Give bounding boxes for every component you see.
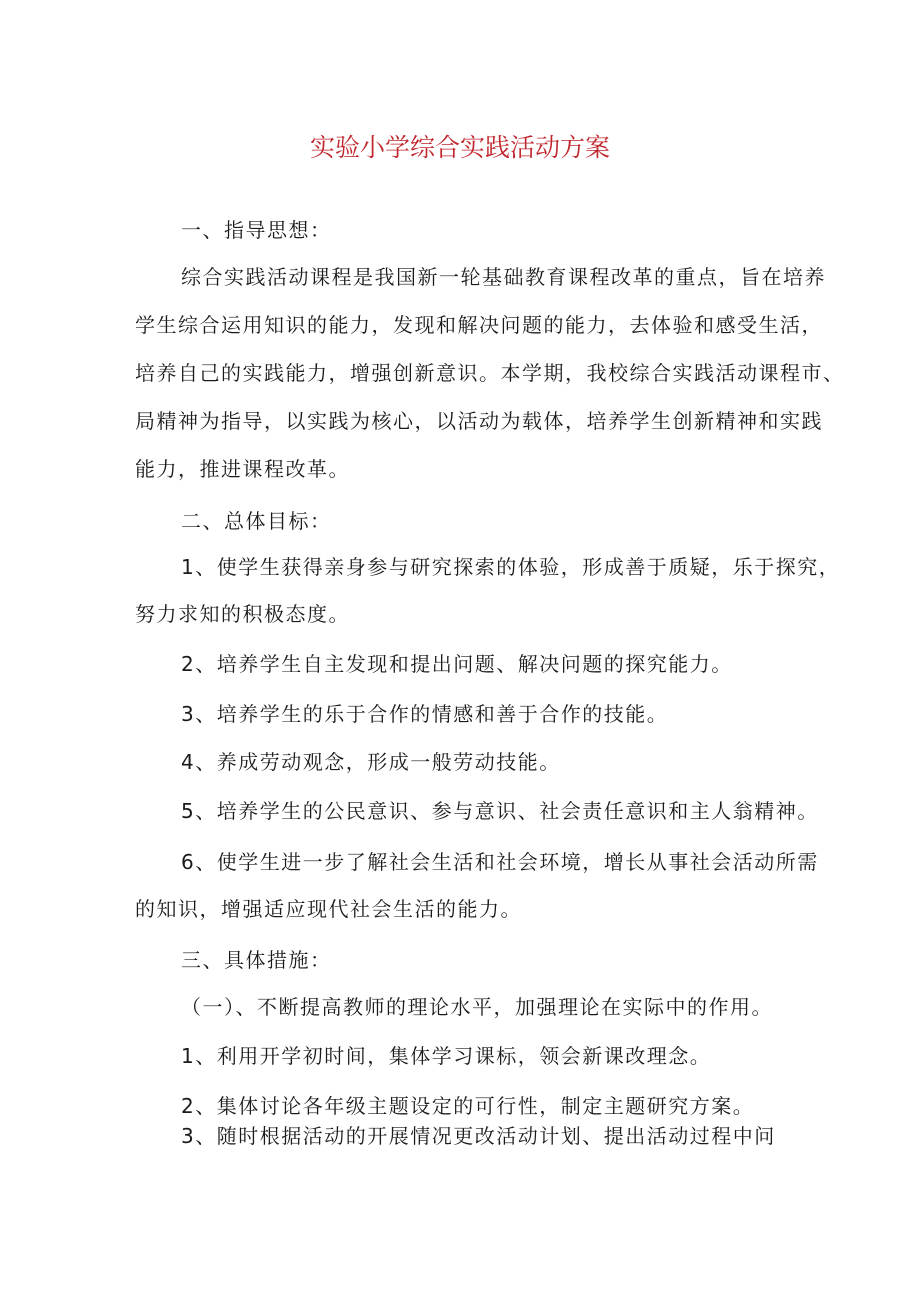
paragraph-line: 培养自己的实践能力，增强创新意识。本学期，我校综合实践活动课程市、 bbox=[135, 361, 845, 385]
measure-item: 3、随时根据活动的开展情况更改活动计划、提出活动过程中问 bbox=[181, 1124, 776, 1148]
section-heading-specific-measures: 三、具体措施： bbox=[181, 948, 332, 972]
goal-item: 4、养成劳动观念，形成一般劳动技能。 bbox=[181, 750, 561, 774]
paragraph-line: 能力，推进课程改革。 bbox=[135, 457, 350, 481]
goal-item: 5、培养学生的公民意识、参与意识、社会责任意识和主人翁精神。 bbox=[181, 799, 819, 823]
paragraph-line: 综合实践活动课程是我国新一轮基础教育课程改革的重点，旨在培养 bbox=[181, 265, 826, 289]
goal-item: 2、培养学生自主发现和提出问题、解决问题的探究能力。 bbox=[181, 652, 733, 676]
goal-item: 6、使学生进一步了解社会生活和社会环境，增长从事社会活动所需 bbox=[181, 850, 819, 874]
section-heading-guiding-ideology: 一、指导思想： bbox=[181, 218, 332, 242]
measure-item: 2、集体讨论各年级主题设定的可行性，制定主题研究方案。 bbox=[181, 1094, 755, 1118]
goal-item: 1、使学生获得亲身参与研究探索的体验，形成善于质疑，乐于探究， bbox=[181, 555, 841, 579]
measure-item: 1、利用开学初时间，集体学习课标，领会新课改理念。 bbox=[181, 1044, 712, 1068]
goal-item-continuation: 的知识，增强适应现代社会生活的能力。 bbox=[135, 897, 522, 921]
goal-item-continuation: 努力求知的积极态度。 bbox=[135, 602, 350, 626]
paragraph-line: 局精神为指导，以实践为核心，以活动为载体，培养学生创新精神和实践 bbox=[135, 409, 823, 433]
measure-subheading: （一）、不断提高教师的理论水平，加强理论在实际中的作用。 bbox=[181, 995, 773, 1019]
goal-item: 3、培养学生的乐于合作的情感和善于合作的技能。 bbox=[181, 702, 669, 726]
section-heading-overall-goals: 二、总体目标： bbox=[181, 509, 332, 533]
paragraph-line: 学生综合运用知识的能力，发现和解决问题的能力，去体验和感受生活， bbox=[135, 313, 823, 337]
document-title: 实验小学综合实践活动方案 bbox=[309, 133, 610, 162]
